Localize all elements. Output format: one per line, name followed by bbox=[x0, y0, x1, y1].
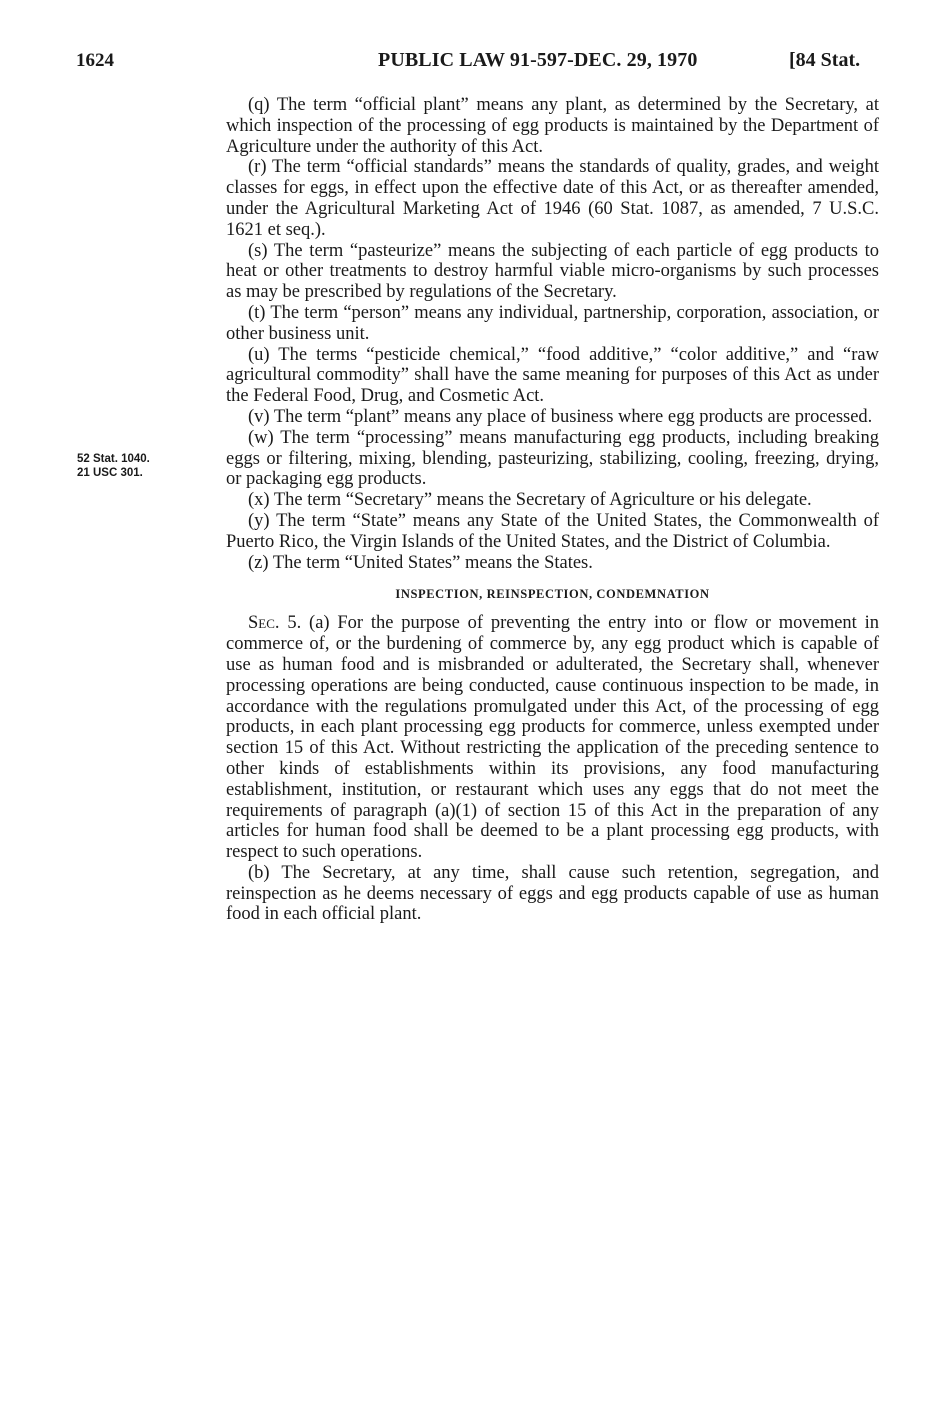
definition-s: (s) The term “pasteurize” means the subjecting of each particle of egg products to heat or other treatments to destroy harmful viable micro-organisms by such processes as may be prescribed by regulations of the Secretary. bbox=[226, 240, 879, 303]
section-5-a-text: (a) For the purpose of preventing the entry into or flow or movement in commerce of, or the burdening of commerce by, any egg product which is capable of use as human food and is misbranded or adulterated, the Secretary shall, whenever processing operations are being conducted, cause continuous inspection to be made, in accordance with the regulations promulgated under this Act, of the processing of egg products, in each plant processing egg products for commerce, unless exempted under section 15 of this Act. Without restricting the application of the preceding sentence to other kinds of establishments within its provisions, any food manufacturing establishment, institution, or restaurant which uses any eggs that do not meet the requirements of paragraph (a)(1) of section 15 of this Act in the preparation of any articles for human food shall be deemed to be a plant processing egg products, with respect to such operations. bbox=[226, 613, 880, 863]
volume-citation: [84 Stat. bbox=[789, 49, 861, 71]
definition-q: (q) The term “official plant” means any plant, as determined by the Secretary, at which inspection of the processing of egg products is maintained by the Department of Agriculture under the authority of this Act. bbox=[226, 95, 879, 157]
definition-u: (u) The terms “pesticide chemical,” “food additive,” “color additive,” and “raw agricultural commodity” shall have the same meaning for purposes of this Act as under the Federal Food, Drug, and Cosmetic Act. bbox=[226, 344, 879, 407]
margin-note bbox=[77, 452, 150, 480]
section-5-paragraph-b: (b) The Secretary, at any time, shall cause such retention, segregation, and reinspection as he deems necessary of eggs and egg products capable of use as human food in each official plant. bbox=[226, 862, 879, 925]
body-text bbox=[226, 95, 879, 925]
margin-note-line: 52 Stat. 1040. bbox=[77, 453, 150, 465]
page-number: 1624 bbox=[76, 50, 114, 71]
definition-t: (t) The term “person” means any individual, partnership, corporation, association, or other business unit. bbox=[226, 302, 879, 344]
definition-v: (v) The term “plant” means any place of business where egg products are processed. bbox=[248, 406, 873, 427]
definition-z: (z) The term “United States” means the States. bbox=[248, 552, 593, 573]
section-5-paragraph-a bbox=[226, 613, 879, 863]
definition-x: (x) The term “Secretary” means the Secretary of Agriculture or his delegate. bbox=[248, 490, 812, 511]
section-heading: INSPECTION, REINSPECTION, CONDEMNATION bbox=[395, 587, 710, 602]
section-label: Sec. 5. bbox=[248, 613, 302, 634]
definition-w: (w) The term “processing” means manufacturing egg products, including breaking eggs or filtering, mixing, blending, pasteurizing, stabilizing, cooling, freezing, drying, or packaging egg products. bbox=[226, 427, 879, 490]
running-title: PUBLIC LAW 91-597-DEC. 29, 1970 bbox=[378, 49, 698, 71]
definition-y: (y) The term “State” means any State of the United States, the Commonwealth of Puerto Rico, the Virgin Islands of the United States, and the District of Columbia. bbox=[226, 510, 879, 552]
definition-r: (r) The term “official standards” means the standards of quality, grades, and weight classes for eggs, in effect upon the effective date of this Act, or as thereafter amended, under the Agricultural Marketing Act of 1946 (60 Stat. 1087, as amended, 7 U.S.C. 1621 et seq.). bbox=[226, 157, 879, 240]
margin-note-line: 21 USC 301. bbox=[77, 467, 143, 479]
